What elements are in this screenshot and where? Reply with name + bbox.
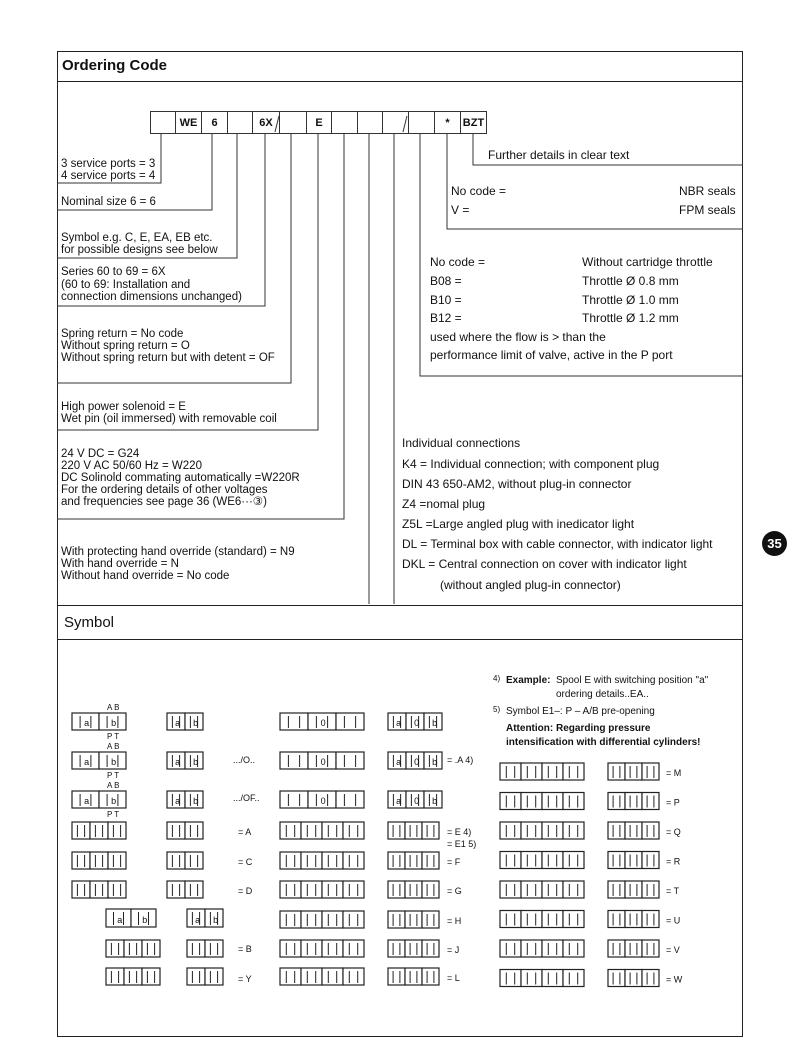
spool-label: = J [447,945,460,955]
port-pt-label: P T [107,771,120,780]
voltage-line-5: and frequencies see page 36 (WE6···③) [61,496,267,508]
spool-right-5-cell [500,911,521,928]
spool-Y-cell [124,968,142,985]
seal-nocode: No code = [451,184,507,198]
spool-mid-0-cell [322,822,343,839]
spool-label: = Q [666,827,681,837]
throttle-desc-2: Throttle Ø 1.0 mm [582,293,679,307]
spool-right2-1-cell [642,793,659,810]
spool-right2-5-cell [642,911,659,928]
spool-right2-2-cell [608,822,625,839]
series-line-1: Series 60 to 69 = 6X [61,266,166,278]
spool-mid-0-cell [343,822,364,839]
example-ref: 4) [493,674,501,683]
override-line-2: With hand override = N [61,558,179,570]
spool-mid-5-cell [343,968,364,985]
code-box: 6 [201,111,228,134]
spool-right2-1-cell [625,793,642,810]
spool-right2-6-cell [625,940,642,957]
voltage-line-1: 24 V DC = G24 [61,448,140,460]
spool-mid-4-cell [322,940,343,957]
spool-right-3-cell [542,852,563,869]
valve-small-1-label: a [175,757,181,767]
valve3-1-label: 0 [320,757,326,767]
spool-mid2-1-cell [405,852,422,869]
valve3s-1-label: b [432,757,438,767]
spool-right2-0-cell [608,763,625,780]
spool-right-7-cell [521,970,542,987]
conn-line-7: (without angled plug-in connector) [440,578,621,592]
spool-A-1-cell [90,852,108,869]
seal-v: V = [451,203,470,217]
override-line-3: Without hand override = No code [61,570,230,582]
valve-small-0-label: a [175,718,181,728]
spool-A-0-cell [72,822,90,839]
spool-right-2-cell [542,822,563,839]
spool-label: = R [666,856,681,867]
spool-label: = L [447,973,460,983]
spool-right-1-cell [563,793,584,810]
spool-A-2-cell [90,881,108,898]
attention-2: intensification with differential cylinders! [506,737,701,748]
valve-ab-spring-label: b [142,915,148,925]
valve-small-2-label: a [175,796,181,806]
port-pt-label: P T [107,810,120,819]
spool-label: = U [666,915,681,926]
spool-A-1-cell [72,852,90,869]
conn-line-0: Individual connections [402,436,521,450]
spool-B-cell [106,940,124,957]
valve-ab-0-label: a [84,718,90,728]
spool-right-3-cell [563,852,584,869]
spool-label: = G [447,886,462,896]
valve-small-1-label: b [193,757,199,767]
spool-mid2-2-cell [422,881,439,898]
spool-mid-2-cell [301,881,322,898]
spool-label: = E1 5) [447,839,477,849]
spool-mid-1-cell [343,852,364,869]
throttle-code-0: No code = [430,255,486,269]
valve-ab-spring-label: a [117,915,123,925]
throttle-desc-1: Throttle Ø 0.8 mm [582,274,679,288]
spool-right2-3-cell [642,852,659,869]
spool-right2-3-cell [608,852,625,869]
spool-right2-0-cell [625,763,642,780]
valve3s-0-label: 0 [414,718,420,728]
valve3s-1-label: 0 [414,757,420,767]
spool-right-3-cell [521,852,542,869]
spool-A-2-cell [108,881,126,898]
spool-A2-1-cell [185,852,203,869]
spool-A2-2-cell [185,881,203,898]
spool-label: = A [238,827,252,837]
spool-right-4-cell [542,881,563,898]
valve3-2-cell [336,791,364,808]
throttle-code-3: B12 = [430,311,462,325]
attention-1: Attention: Regarding pressure [506,723,651,734]
valve3s-2-label: b [432,796,438,806]
valve3-0-cell [336,713,364,730]
code-box: * [434,111,461,134]
spool-A2-0-cell [185,822,203,839]
spool-right2-7-cell [608,970,625,987]
spool-right2-0-cell [642,763,659,780]
spool-label: = Y [238,974,252,984]
spool-right-0-cell [542,763,563,780]
spool-mid2-5-cell [405,968,422,985]
spool-mid-5-cell [301,968,322,985]
spool-mid-5-cell [322,968,343,985]
spool-mid-2-cell [280,881,301,898]
spool-label: = H [447,916,462,926]
valve3-1-cell [336,752,364,769]
valve-ab-0-label: b [111,718,117,728]
spool-right-1-cell [542,793,563,810]
spring-line-1: Spring return = No code [61,328,184,340]
spool-right2-2-cell [625,822,642,839]
spool-right-5-cell [521,911,542,928]
conn-line-5: DL = Terminal box with cable connector, with indicator light [402,537,713,551]
spool-B2-cell [205,940,223,957]
spool-A-1-cell [108,852,126,869]
spool-right-7-cell [542,970,563,987]
spring-line-2: Without spring return = O [61,340,190,352]
ports-line-2: 4 service ports = 4 [61,170,156,182]
valve-ab-1-label: a [84,757,90,767]
spool-right2-7-cell [625,970,642,987]
spool-right-7-cell [500,970,521,987]
spool-right-3-cell [500,852,521,869]
spool-right2-4-cell [608,881,625,898]
conn-line-4: Z5L =Large angled plug with inedicator light [402,517,635,531]
seal-nbr: NBR seals [679,184,736,198]
code-box: WE [175,111,202,134]
valve-ab-spring2-label: a [195,915,201,925]
valve3-0-cell [280,713,308,730]
spool-right-6-cell [563,940,584,957]
spool-mid2-4-cell [388,940,405,957]
solenoid-line-2: Wet pin (oil immersed) with removable coil [61,413,277,425]
symbol-line-1: Symbol e.g. C, E, EA, EB etc. [61,232,213,244]
spool-B2-cell [187,940,205,957]
spool-right2-1-cell [608,793,625,810]
series-line-3: connection dimensions unchanged) [61,291,242,303]
page-title: Ordering Code [62,57,168,74]
spool-mid2-0-cell [405,822,422,839]
code-box: BZT [460,111,487,134]
spool-right2-6-cell [608,940,625,957]
spool-right-4-cell [500,881,521,898]
conn-line-1: K4 = Individual connection; with component plug [402,457,660,471]
spool-mid2-5-cell [422,968,439,985]
spool-Y-cell [106,968,124,985]
spring-line-3: Without spring return but with detent = OF [61,352,275,364]
throttle-desc-3: Throttle Ø 1.2 mm [582,311,679,325]
valve3s-0-label: b [432,718,438,728]
spool-label: = T [666,886,680,896]
voltage-line-4: For the ordering details of other voltages [61,484,268,496]
spool-right2-7-cell [642,970,659,987]
spool-mid-4-cell [301,940,322,957]
spool-A-2-cell [72,881,90,898]
spool-A2-1-cell [167,852,185,869]
spool-label: = D [238,886,253,896]
throttle-note-2: performance limit of valve, active in the P port [430,348,673,362]
valve3-1-cell [280,752,308,769]
spool-Y2-cell [205,968,223,985]
spool-mid-5-cell [280,968,301,985]
code-box: E [306,111,332,134]
size-line: Nominal size 6 = 6 [61,196,156,208]
spool-mid2-0-cell [388,822,405,839]
port-ab-label: A B [107,703,120,712]
spool-mid2-3-cell [405,911,422,928]
spool-right2-3-cell [625,852,642,869]
conn-line-2: DIN 43 650-AM2, without plug-in connector [402,477,632,491]
valve3s-2-label: 0 [414,796,420,806]
spool-mid2-5-cell [388,968,405,985]
valve-ab-2-label: b [111,796,117,806]
page-number-badge: 35 [762,531,787,556]
spool-label: = C [238,857,253,867]
voltage-line-2: 220 V AC 50/60 Hz = W220 [61,460,202,472]
symbol-line-2: for possible designs see below [61,244,218,256]
valve3-2-label: 0 [320,796,326,806]
example-ordering: ordering details..EA.. [556,689,649,700]
spool-mid-1-cell [301,852,322,869]
spool-right2-4-cell [642,881,659,898]
voltage-line-3: DC Solinold commating automatically =W220R [61,472,300,484]
spool-right-2-cell [563,822,584,839]
spool-right2-2-cell [642,822,659,839]
valve-ab-spring2-label: b [213,915,219,925]
conn-line-3: Z4 =nomal plug [402,497,486,511]
spool-A2-0-cell [167,822,185,839]
throttle-desc-0: Without cartridge throttle [582,255,713,269]
spool-mid2-1-cell [388,852,405,869]
spool-label-of: .../OF.. [233,793,260,803]
spool-mid-1-cell [322,852,343,869]
solenoid-line-1: High power solenoid = E [61,401,186,413]
valve3-2-cell [280,791,308,808]
valve3-0-label: 0 [320,718,326,728]
spool-right-4-cell [563,881,584,898]
spool-mid-4-cell [280,940,301,957]
further-details: Further details in clear text [488,148,630,162]
valve-ab-1-label: b [111,757,117,767]
spool-Y2-cell [187,968,205,985]
spool-label: = F [447,857,461,867]
code-box: 6X [252,111,280,134]
spool-right-7-cell [563,970,584,987]
valve-small-2-label: b [193,796,199,806]
spool-right2-5-cell [625,911,642,928]
spool-mid-2-cell [322,881,343,898]
spool-A2-2-cell [167,881,185,898]
throttle-code-2: B10 = [430,293,462,307]
series-line-2: (60 to 69: Installation and [61,279,191,291]
spool-mid2-3-cell [388,911,405,928]
throttle-note-1: used where the flow is > than the [430,330,606,344]
spool-right-1-cell [521,793,542,810]
spool-mid-3-cell [301,911,322,928]
spool-mid2-4-cell [422,940,439,957]
throttle-code-1: B08 = [430,274,462,288]
spool-right-6-cell [542,940,563,957]
valve-ab-2-label: a [84,796,90,806]
port-pt-label: P T [107,732,120,741]
spool-label: = W [666,974,683,985]
spool-label: = E 4) [447,827,472,837]
spool-mid-0-cell [301,822,322,839]
spool-right-2-cell [500,822,521,839]
valve3s-0-label: a [396,718,402,728]
spool-Y-cell [142,968,160,985]
e1-text: Symbol E1–: P – A/B pre-opening [506,706,655,717]
spool-label: = M [666,768,682,778]
override-line-1: With protecting hand override (standard) = N9 [61,546,295,558]
spool-right2-6-cell [642,940,659,957]
spool-mid-3-cell [280,911,301,928]
spool-mid-3-cell [343,911,364,928]
example-text: Spool E with switching position "a" [556,675,709,686]
spool-right-1-cell [500,793,521,810]
conn-line-6: DKL = Central connection on cover with indicator light [402,557,687,571]
spool-mid-0-cell [280,822,301,839]
spool-mid-1-cell [280,852,301,869]
spool-right2-5-cell [608,911,625,928]
spool-mid2-2-cell [405,881,422,898]
spool-label: = P [666,797,680,808]
valve-small-0-label: b [193,718,199,728]
spool-mid2-0-cell [422,822,439,839]
spool-A-0-cell [108,822,126,839]
valve3s-2-label: a [396,796,402,806]
valve3s-1-label: a [396,757,402,767]
spool-label-o: .../O.. [233,755,256,765]
seal-fpm: FPM seals [679,203,736,217]
spool-right-4-cell [521,881,542,898]
spool-mid2-1-cell [422,852,439,869]
port-ab-label: A B [107,781,120,790]
spool-mid-3-cell [322,911,343,928]
spool-mid-4-cell [343,940,364,957]
spool-right-0-cell [521,763,542,780]
spool-right-5-cell [563,911,584,928]
symbol-title: Symbol [64,614,115,631]
spool-B-cell [124,940,142,957]
spool-right-6-cell [521,940,542,957]
spool-mid2-4-cell [405,940,422,957]
spool-right-2-cell [521,822,542,839]
example-label: Example: [506,675,551,686]
spool-right-6-cell [500,940,521,957]
spool-right2-4-cell [625,881,642,898]
ports-line-1: 3 service ports = 3 [61,158,156,170]
spool-label: = V [666,945,680,955]
spool-mid-2-cell [343,881,364,898]
spool-right-5-cell [542,911,563,928]
spool-label: = B [238,944,252,954]
spool-right-0-cell [563,763,584,780]
port-ab-label: A B [107,742,120,751]
spool-label: = .A 4) [447,755,474,765]
spool-A-0-cell [90,822,108,839]
spool-mid2-3-cell [422,911,439,928]
e1-ref: 5) [493,705,501,714]
spool-B-cell [142,940,160,957]
spool-right-0-cell [500,763,521,780]
spool-mid2-2-cell [388,881,405,898]
